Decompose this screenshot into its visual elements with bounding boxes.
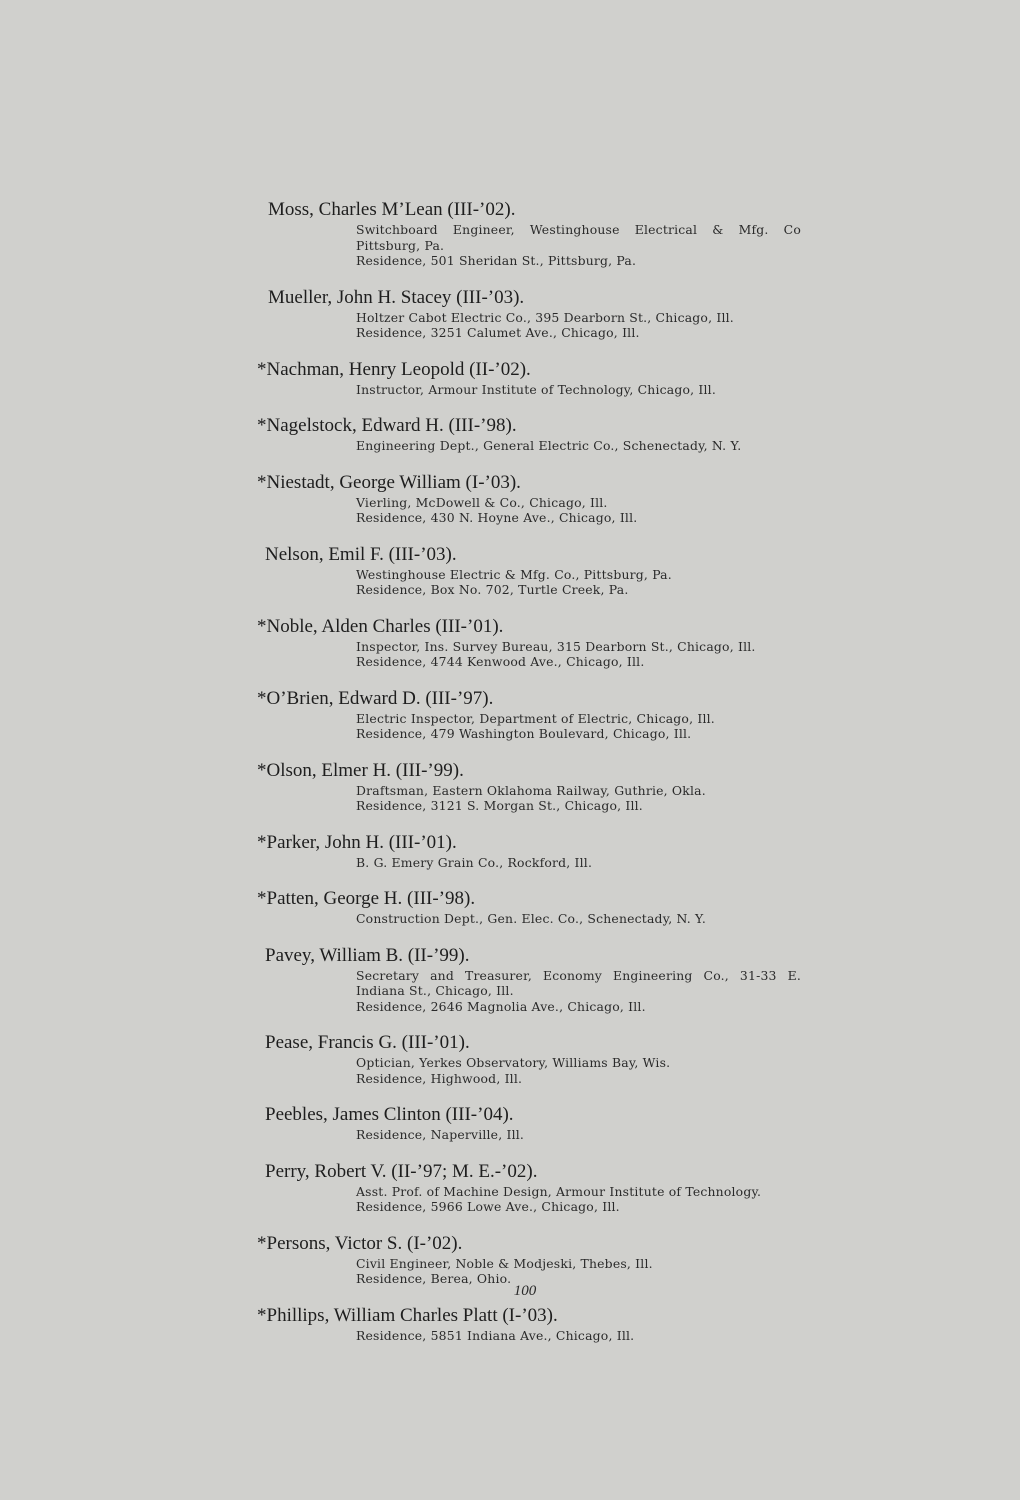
entry-name: Mueller, John H. Stacey (III-’03).	[268, 286, 525, 308]
entry-olson	[0, 759, 1020, 814]
entry-pavey	[0, 944, 1020, 1015]
entry-name: *Olson, Elmer H. (III-’99).	[257, 759, 464, 781]
entry-detail: Vierling, McDowell & Co., Chicago, Ill.	[356, 494, 608, 510]
entry-parker	[0, 831, 1020, 871]
entry-nagelstock	[0, 414, 1020, 454]
entry-nachman	[0, 358, 1020, 398]
entry-detail: Instructor, Armour Institute of Technology, Chicago, Ill.	[356, 381, 716, 397]
entry-detail: Residence, 3251 Calumet Ave., Chicago, Ill.	[356, 325, 640, 340]
entry-persons	[0, 1232, 1020, 1287]
directory-entries	[0, 198, 1020, 1360]
entry-detail: Residence, 5851 Indiana Ave., Chicago, Ill.	[356, 1327, 635, 1343]
entry-name: *Parker, John H. (III-’01).	[257, 831, 457, 853]
entry-detail: Asst. Prof. of Machine Design, Armour Institute of Technology.	[356, 1183, 762, 1199]
entry-detail: Residence, Naperville, Ill.	[356, 1127, 525, 1142]
entry-name: *Nagelstock, Edward H. (III-’98).	[257, 415, 517, 436]
entry-detail: Switchboard Engineer, Westinghouse Electrical & Mfg. Co Pittsburg, Pa.	[356, 222, 801, 253]
entry-name: *Nachman, Henry Leopold (II-’02).	[257, 358, 531, 380]
entry-moss	[0, 198, 1020, 269]
entry-detail: Residence, 4744 Kenwood Ave., Chicago, Ill.	[356, 654, 645, 669]
entry-name: *Persons, Victor S. (I-’02).	[257, 1232, 463, 1254]
entry-perry	[0, 1160, 1020, 1215]
entry-patten	[0, 887, 1020, 927]
entry-name: Perry, Robert V. (II-’97; M. E.-’02).	[265, 1160, 538, 1182]
entry-detail: Residence, 3121 S. Morgan St., Chicago, Ill.	[356, 798, 643, 813]
entry-detail: Inspector, Ins. Survey Bureau, 315 Dearborn St., Chicago, Ill.	[356, 638, 756, 654]
entry-niestadt	[0, 471, 1020, 526]
entry-name: *Niestadt, George William (I-’03).	[257, 471, 521, 493]
entry-detail: Draftsman, Eastern Oklahoma Railway, Guthrie, Okla.	[356, 782, 706, 798]
entry-name: *Noble, Alden Charles (III-’01).	[257, 615, 504, 637]
entry-detail: Residence, 2646 Magnolia Ave., Chicago, Ill.	[356, 998, 646, 1014]
entry-detail: B. G. Emery Grain Co., Rockford, Ill.	[356, 854, 593, 870]
page-number: 100	[513, 1283, 537, 1299]
entry-detail: Residence, Box No. 702, Turtle Creek, Pa.	[356, 582, 629, 597]
entry-name: *Phillips, William Charles Platt (I-’03).	[257, 1304, 558, 1326]
entry-peebles	[0, 1103, 1020, 1143]
entry-nelson	[0, 543, 1020, 598]
entry-detail: Holtzer Cabot Electric Co., 395 Dearborn St., Chicago, Ill.	[356, 309, 734, 325]
entry-noble	[0, 615, 1020, 670]
entry-detail: Optician, Yerkes Observatory, Williams Bay, Wis.	[356, 1055, 671, 1070]
entry-mueller	[0, 286, 1020, 341]
entry-name: Pease, Francis G. (III-’01).	[265, 1032, 470, 1053]
entry-detail: Residence, Highwood, Ill.	[356, 1070, 523, 1086]
entry-name: Nelson, Emil F. (III-’03).	[265, 543, 457, 565]
entry-detail: Engineering Dept., General Electric Co., Schenectady, N. Y.	[356, 438, 742, 453]
entry-phillips	[0, 1304, 1020, 1344]
entry-pease	[0, 1031, 1020, 1086]
entry-name: *O’Brien, Edward D. (III-’97).	[257, 687, 494, 709]
entry-detail: Residence, Berea, Ohio.	[356, 1271, 512, 1286]
entry-name: *Patten, George H. (III-’98).	[257, 888, 476, 909]
entry-detail: Electric Inspector, Department of Electric, Chicago, Ill.	[356, 710, 715, 726]
entry-detail: Secretary and Treasurer, Economy Engineering Co., 31-33 E. Indiana St., Chicago, Ill.	[356, 967, 801, 998]
entry-name: Peebles, James Clinton (III-’04).	[265, 1104, 514, 1125]
entry-detail: Residence, 479 Washington Boulevard, Chicago, Ill.	[356, 726, 692, 741]
entry-detail: Civil Engineer, Noble & Modjeski, Thebes, Ill.	[356, 1255, 653, 1271]
entry-detail: Residence, 501 Sheridan St., Pittsburg, Pa.	[356, 253, 637, 268]
entry-obrien	[0, 687, 1020, 742]
entry-detail: Residence, 5966 Lowe Ave., Chicago, Ill.	[356, 1199, 620, 1214]
entry-detail: Westinghouse Electric & Mfg. Co., Pittsburg, Pa.	[356, 566, 672, 582]
entry-detail: Construction Dept., Gen. Elec. Co., Schenectady, N. Y.	[356, 911, 706, 926]
entry-name: Moss, Charles M’Lean (III-’02).	[268, 199, 516, 220]
entry-name: Pavey, William B. (II-’99).	[265, 944, 470, 966]
entry-detail: Residence, 430 N. Hoyne Ave., Chicago, Ill.	[356, 510, 638, 525]
